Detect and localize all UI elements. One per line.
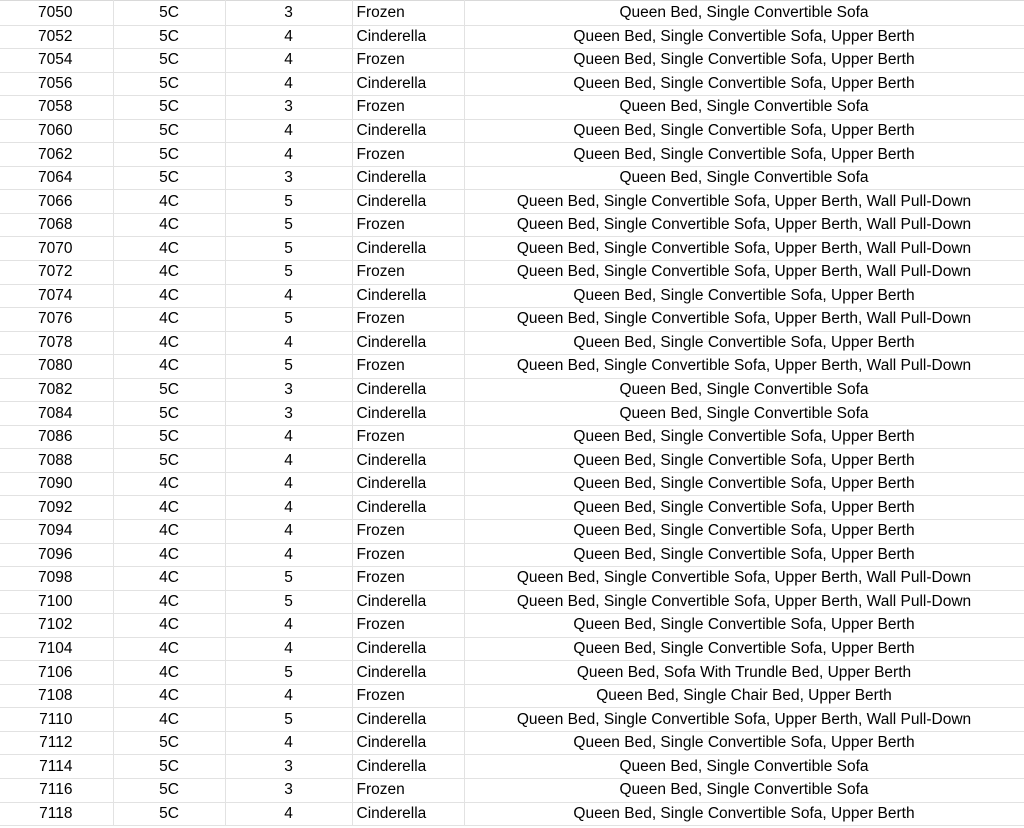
- cell-theme[interactable]: Cinderella: [352, 166, 464, 190]
- cell-room-number[interactable]: 7070: [0, 237, 113, 261]
- cell-occupancy[interactable]: 3: [225, 779, 352, 803]
- cell-bedding[interactable]: Queen Bed, Single Convertible Sofa, Upper Berth: [464, 143, 1024, 167]
- cell-theme[interactable]: Frozen: [352, 308, 464, 332]
- cell-occupancy[interactable]: 3: [225, 1, 352, 26]
- table-row: [0, 425, 1024, 449]
- cell-occupancy[interactable]: 4: [225, 496, 352, 520]
- cell-occupancy[interactable]: 4: [225, 637, 352, 661]
- cell-theme[interactable]: Cinderella: [352, 496, 464, 520]
- cell-category[interactable]: 4C: [113, 567, 225, 591]
- cell-category[interactable]: 4C: [113, 260, 225, 284]
- cell-room-number[interactable]: 7106: [0, 661, 113, 685]
- cell-bedding[interactable]: Queen Bed, Sofa With Trundle Bed, Upper Berth: [464, 661, 1024, 685]
- table-body: [0, 1, 1024, 826]
- table-row: [0, 543, 1024, 567]
- cell-room-number[interactable]: 7056: [0, 72, 113, 96]
- cell-theme[interactable]: Frozen: [352, 49, 464, 73]
- cell-category[interactable]: 5C: [113, 378, 225, 402]
- table-row: [0, 402, 1024, 426]
- cell-theme[interactable]: Cinderella: [352, 237, 464, 261]
- cell-category[interactable]: 5C: [113, 1, 225, 26]
- cell-category[interactable]: 4C: [113, 355, 225, 379]
- cell-bedding[interactable]: Queen Bed, Single Convertible Sofa, Upper Berth: [464, 119, 1024, 143]
- cell-theme[interactable]: Cinderella: [352, 25, 464, 49]
- table-row: [0, 661, 1024, 685]
- table-row: [0, 1, 1024, 26]
- table-row: [0, 472, 1024, 496]
- cell-room-number[interactable]: 7062: [0, 143, 113, 167]
- cell-bedding[interactable]: Queen Bed, Single Convertible Sofa, Upper Berth, Wall Pull-Down: [464, 355, 1024, 379]
- cell-bedding[interactable]: Queen Bed, Single Convertible Sofa, Upper Berth: [464, 614, 1024, 638]
- cell-bedding[interactable]: Queen Bed, Single Chair Bed, Upper Berth: [464, 684, 1024, 708]
- cell-occupancy[interactable]: 5: [225, 590, 352, 614]
- table-row: [0, 25, 1024, 49]
- cell-bedding[interactable]: Queen Bed, Single Convertible Sofa, Upper Berth, Wall Pull-Down: [464, 237, 1024, 261]
- cell-occupancy[interactable]: 5: [225, 260, 352, 284]
- cell-occupancy[interactable]: 4: [225, 614, 352, 638]
- cell-theme[interactable]: Cinderella: [352, 449, 464, 473]
- cell-room-number[interactable]: 7116: [0, 779, 113, 803]
- table-row: [0, 260, 1024, 284]
- table-row: [0, 72, 1024, 96]
- cell-category[interactable]: 5C: [113, 166, 225, 190]
- cell-theme[interactable]: Frozen: [352, 779, 464, 803]
- cell-bedding[interactable]: Queen Bed, Single Convertible Sofa: [464, 402, 1024, 426]
- table-row: [0, 49, 1024, 73]
- cell-occupancy[interactable]: 4: [225, 331, 352, 355]
- cell-bedding[interactable]: Queen Bed, Single Convertible Sofa: [464, 779, 1024, 803]
- cell-occupancy[interactable]: 4: [225, 449, 352, 473]
- cell-bedding[interactable]: Queen Bed, Single Convertible Sofa, Upper Berth: [464, 731, 1024, 755]
- cell-occupancy[interactable]: 4: [225, 731, 352, 755]
- cell-category[interactable]: 5C: [113, 96, 225, 120]
- cell-room-number[interactable]: 7092: [0, 496, 113, 520]
- cell-bedding[interactable]: Queen Bed, Single Convertible Sofa, Upper Berth, Wall Pull-Down: [464, 567, 1024, 591]
- cell-bedding[interactable]: Queen Bed, Single Convertible Sofa, Upper Berth, Wall Pull-Down: [464, 708, 1024, 732]
- cell-category[interactable]: 4C: [113, 331, 225, 355]
- cell-theme[interactable]: Frozen: [352, 96, 464, 120]
- cell-category[interactable]: 5C: [113, 779, 225, 803]
- table-row: [0, 308, 1024, 332]
- cell-bedding[interactable]: Queen Bed, Single Convertible Sofa: [464, 755, 1024, 779]
- cell-theme[interactable]: Frozen: [352, 614, 464, 638]
- cell-room-number[interactable]: 7074: [0, 284, 113, 308]
- cell-occupancy[interactable]: 4: [225, 143, 352, 167]
- cell-occupancy[interactable]: 4: [225, 425, 352, 449]
- cell-category[interactable]: 4C: [113, 661, 225, 685]
- cell-occupancy[interactable]: 4: [225, 684, 352, 708]
- cell-category[interactable]: 4C: [113, 496, 225, 520]
- cell-room-number[interactable]: 7094: [0, 519, 113, 543]
- cell-category[interactable]: 4C: [113, 614, 225, 638]
- cell-category[interactable]: 5C: [113, 119, 225, 143]
- cell-room-number[interactable]: 7058: [0, 96, 113, 120]
- table-row: [0, 496, 1024, 520]
- cell-room-number[interactable]: 7072: [0, 260, 113, 284]
- cell-theme[interactable]: Frozen: [352, 684, 464, 708]
- cell-occupancy[interactable]: 4: [225, 72, 352, 96]
- table-row: [0, 119, 1024, 143]
- cell-category[interactable]: 5C: [113, 143, 225, 167]
- cell-category[interactable]: 5C: [113, 49, 225, 73]
- table-row: [0, 378, 1024, 402]
- cell-theme[interactable]: Cinderella: [352, 472, 464, 496]
- cell-occupancy[interactable]: 5: [225, 237, 352, 261]
- cell-occupancy[interactable]: 5: [225, 355, 352, 379]
- table-row: [0, 802, 1024, 826]
- cell-room-number[interactable]: 7104: [0, 637, 113, 661]
- cell-occupancy[interactable]: 4: [225, 802, 352, 826]
- cell-occupancy[interactable]: 5: [225, 708, 352, 732]
- table-row: [0, 237, 1024, 261]
- cell-bedding[interactable]: Queen Bed, Single Convertible Sofa, Upper Berth, Wall Pull-Down: [464, 260, 1024, 284]
- cell-bedding[interactable]: Queen Bed, Single Convertible Sofa: [464, 166, 1024, 190]
- cell-room-number[interactable]: 7084: [0, 402, 113, 426]
- cell-bedding[interactable]: Queen Bed, Single Convertible Sofa, Upper Berth: [464, 543, 1024, 567]
- table-row: [0, 143, 1024, 167]
- cell-occupancy[interactable]: 4: [225, 284, 352, 308]
- table-row: [0, 190, 1024, 214]
- table-row: [0, 708, 1024, 732]
- cell-theme[interactable]: Frozen: [352, 355, 464, 379]
- cell-bedding[interactable]: Queen Bed, Single Convertible Sofa, Upper Berth: [464, 331, 1024, 355]
- cell-room-number[interactable]: 7054: [0, 49, 113, 73]
- cell-occupancy[interactable]: 3: [225, 402, 352, 426]
- cell-room-number[interactable]: 7078: [0, 331, 113, 355]
- cell-room-number[interactable]: 7102: [0, 614, 113, 638]
- cell-room-number[interactable]: 7052: [0, 25, 113, 49]
- cell-occupancy[interactable]: 4: [225, 25, 352, 49]
- table-row: [0, 96, 1024, 120]
- cell-category[interactable]: 4C: [113, 590, 225, 614]
- cell-bedding[interactable]: Queen Bed, Single Convertible Sofa, Upper Berth, Wall Pull-Down: [464, 308, 1024, 332]
- cell-theme[interactable]: Frozen: [352, 260, 464, 284]
- cell-occupancy[interactable]: 4: [225, 119, 352, 143]
- cell-occupancy[interactable]: 5: [225, 213, 352, 237]
- cell-bedding[interactable]: Queen Bed, Single Convertible Sofa, Upper Berth: [464, 425, 1024, 449]
- cell-occupancy[interactable]: 3: [225, 166, 352, 190]
- table-row: [0, 355, 1024, 379]
- cell-category[interactable]: 4C: [113, 472, 225, 496]
- cell-theme[interactable]: Cinderella: [352, 378, 464, 402]
- cell-theme[interactable]: Cinderella: [352, 119, 464, 143]
- cell-category[interactable]: 5C: [113, 72, 225, 96]
- table-row: [0, 614, 1024, 638]
- cell-room-number[interactable]: 7082: [0, 378, 113, 402]
- cell-theme[interactable]: Cinderella: [352, 637, 464, 661]
- cell-room-number[interactable]: 7080: [0, 355, 113, 379]
- cell-bedding[interactable]: Queen Bed, Single Convertible Sofa, Upper Berth: [464, 449, 1024, 473]
- cell-room-number[interactable]: 7096: [0, 543, 113, 567]
- cell-room-number[interactable]: 7066: [0, 190, 113, 214]
- cell-category[interactable]: 5C: [113, 755, 225, 779]
- cell-theme[interactable]: Frozen: [352, 543, 464, 567]
- table-row: [0, 731, 1024, 755]
- cell-bedding[interactable]: Queen Bed, Single Convertible Sofa, Upper Berth, Wall Pull-Down: [464, 213, 1024, 237]
- cell-category[interactable]: 4C: [113, 708, 225, 732]
- cell-theme[interactable]: Frozen: [352, 213, 464, 237]
- cell-occupancy[interactable]: 3: [225, 378, 352, 402]
- cell-theme[interactable]: Frozen: [352, 143, 464, 167]
- table-row: [0, 755, 1024, 779]
- cell-theme[interactable]: Cinderella: [352, 755, 464, 779]
- cell-occupancy[interactable]: 4: [225, 543, 352, 567]
- cell-category[interactable]: 4C: [113, 237, 225, 261]
- cell-category[interactable]: 4C: [113, 213, 225, 237]
- cell-category[interactable]: 4C: [113, 637, 225, 661]
- cell-bedding[interactable]: Queen Bed, Single Convertible Sofa, Upper Berth: [464, 284, 1024, 308]
- cell-theme[interactable]: Cinderella: [352, 190, 464, 214]
- cell-room-number[interactable]: 7108: [0, 684, 113, 708]
- cell-theme[interactable]: Cinderella: [352, 731, 464, 755]
- cell-room-number[interactable]: 7050: [0, 1, 113, 26]
- cell-room-number[interactable]: 7098: [0, 567, 113, 591]
- cell-theme[interactable]: Cinderella: [352, 708, 464, 732]
- cell-category[interactable]: 5C: [113, 802, 225, 826]
- cell-theme[interactable]: Cinderella: [352, 72, 464, 96]
- cell-bedding[interactable]: Queen Bed, Single Convertible Sofa, Upper Berth: [464, 519, 1024, 543]
- cell-bedding[interactable]: Queen Bed, Single Convertible Sofa, Upper Berth: [464, 637, 1024, 661]
- cell-occupancy[interactable]: 4: [225, 49, 352, 73]
- table-row: [0, 213, 1024, 237]
- table-row: [0, 284, 1024, 308]
- table-row: [0, 684, 1024, 708]
- cell-category[interactable]: 5C: [113, 731, 225, 755]
- cell-room-number[interactable]: 7064: [0, 166, 113, 190]
- cell-occupancy[interactable]: 5: [225, 567, 352, 591]
- cell-occupancy[interactable]: 4: [225, 519, 352, 543]
- table-row: [0, 637, 1024, 661]
- cell-theme[interactable]: Cinderella: [352, 802, 464, 826]
- table-row: [0, 779, 1024, 803]
- cell-theme[interactable]: Cinderella: [352, 590, 464, 614]
- cell-theme[interactable]: Cinderella: [352, 661, 464, 685]
- cell-category[interactable]: 5C: [113, 449, 225, 473]
- cell-bedding[interactable]: Queen Bed, Single Convertible Sofa: [464, 378, 1024, 402]
- cell-occupancy[interactable]: 5: [225, 190, 352, 214]
- cell-bedding[interactable]: Queen Bed, Single Convertible Sofa, Upper Berth: [464, 25, 1024, 49]
- cell-category[interactable]: 5C: [113, 425, 225, 449]
- table-row: [0, 519, 1024, 543]
- cell-category[interactable]: 5C: [113, 25, 225, 49]
- cell-category[interactable]: 4C: [113, 284, 225, 308]
- cell-room-number[interactable]: 7110: [0, 708, 113, 732]
- cell-category[interactable]: 5C: [113, 402, 225, 426]
- cell-room-number[interactable]: 7086: [0, 425, 113, 449]
- cell-room-number[interactable]: 7090: [0, 472, 113, 496]
- cell-theme[interactable]: Cinderella: [352, 331, 464, 355]
- cell-theme[interactable]: Frozen: [352, 519, 464, 543]
- cell-category[interactable]: 4C: [113, 519, 225, 543]
- cell-category[interactable]: 4C: [113, 684, 225, 708]
- cell-bedding[interactable]: Queen Bed, Single Convertible Sofa: [464, 1, 1024, 26]
- table-row: [0, 449, 1024, 473]
- cell-theme[interactable]: Cinderella: [352, 402, 464, 426]
- cell-occupancy[interactable]: 5: [225, 308, 352, 332]
- cell-theme[interactable]: Frozen: [352, 425, 464, 449]
- cell-room-number[interactable]: 7118: [0, 802, 113, 826]
- cell-bedding[interactable]: Queen Bed, Single Convertible Sofa: [464, 96, 1024, 120]
- cell-bedding[interactable]: Queen Bed, Single Convertible Sofa, Upper Berth: [464, 472, 1024, 496]
- table-row: [0, 590, 1024, 614]
- cell-room-number[interactable]: 7112: [0, 731, 113, 755]
- cell-category[interactable]: 4C: [113, 190, 225, 214]
- cell-theme[interactable]: Frozen: [352, 567, 464, 591]
- cell-bedding[interactable]: Queen Bed, Single Convertible Sofa, Upper Berth: [464, 49, 1024, 73]
- cell-bedding[interactable]: Queen Bed, Single Convertible Sofa, Upper Berth, Wall Pull-Down: [464, 190, 1024, 214]
- cell-category[interactable]: 4C: [113, 308, 225, 332]
- cell-occupancy[interactable]: 5: [225, 661, 352, 685]
- table-row: [0, 567, 1024, 591]
- cell-category[interactable]: 4C: [113, 543, 225, 567]
- cell-bedding[interactable]: Queen Bed, Single Convertible Sofa, Upper Berth: [464, 496, 1024, 520]
- cell-room-number[interactable]: 7060: [0, 119, 113, 143]
- table-row: [0, 331, 1024, 355]
- cell-bedding[interactable]: Queen Bed, Single Convertible Sofa, Upper Berth, Wall Pull-Down: [464, 590, 1024, 614]
- cell-theme[interactable]: Cinderella: [352, 284, 464, 308]
- cell-room-number[interactable]: 7068: [0, 213, 113, 237]
- table-row: [0, 166, 1024, 190]
- cell-bedding[interactable]: Queen Bed, Single Convertible Sofa, Upper Berth: [464, 72, 1024, 96]
- cell-occupancy[interactable]: 3: [225, 96, 352, 120]
- cell-room-number[interactable]: 7100: [0, 590, 113, 614]
- cell-room-number[interactable]: 7088: [0, 449, 113, 473]
- cell-theme[interactable]: Frozen: [352, 1, 464, 26]
- cell-occupancy[interactable]: 4: [225, 472, 352, 496]
- cell-occupancy[interactable]: 3: [225, 755, 352, 779]
- cell-bedding[interactable]: Queen Bed, Single Convertible Sofa, Upper Berth: [464, 802, 1024, 826]
- cell-room-number[interactable]: 7114: [0, 755, 113, 779]
- cell-room-number[interactable]: 7076: [0, 308, 113, 332]
